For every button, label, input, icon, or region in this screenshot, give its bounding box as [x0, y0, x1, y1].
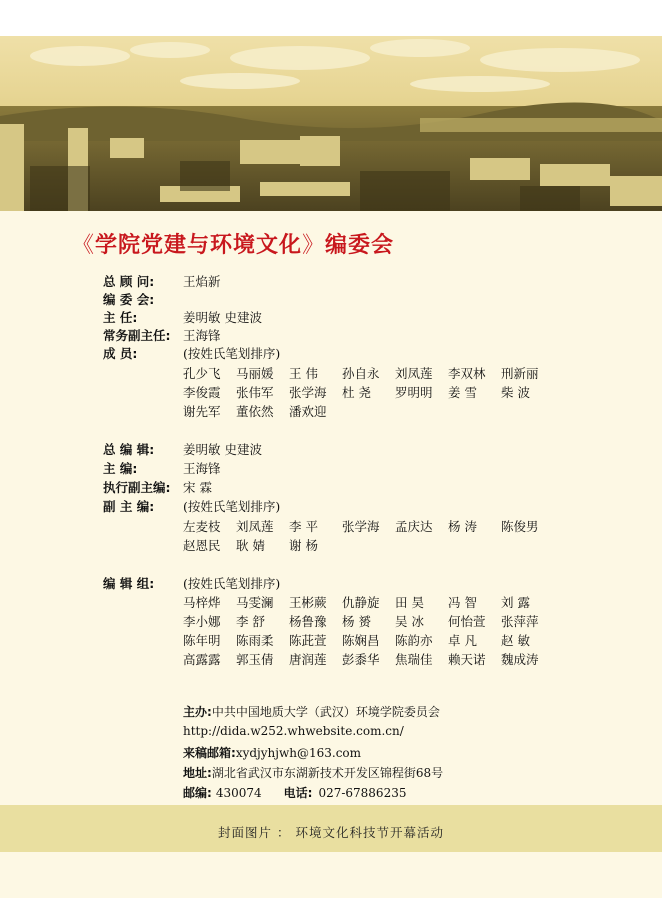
address-line	[183, 764, 443, 781]
member-name: 孙自永	[342, 366, 380, 381]
member-name: 李双林	[448, 366, 486, 381]
member-name: 张伟军	[236, 385, 274, 400]
row-label: 主 编:	[103, 461, 138, 476]
phone-value: 027-67886235	[318, 786, 407, 800]
row-label: 成 员:	[103, 346, 138, 361]
row-value: (按姓氏笔划排序)	[183, 576, 281, 591]
committee-title: 《学院党建与环境文化》编委会	[72, 233, 395, 258]
row-value: 王焰新	[183, 274, 221, 289]
member-name: 杨 涛	[448, 519, 477, 534]
member-name: 田 昊	[395, 595, 424, 610]
host-name: 中共中国地质大学（武汉）环境学院委员会	[211, 705, 440, 719]
row-label: 主 任:	[103, 310, 138, 325]
member-name: 陈雨柔	[236, 633, 274, 648]
member-name: 杨鲁豫	[289, 614, 327, 629]
member-name: 李 平	[289, 519, 318, 534]
member-name: 刘 露	[501, 595, 530, 610]
member-name: 李小娜	[183, 614, 221, 629]
postcode-value: 430074	[215, 786, 262, 800]
row-value: 姜明敏 史建波	[183, 310, 262, 325]
postcode-phone-line	[183, 784, 406, 801]
row-label: 副 主 编:	[103, 499, 155, 514]
row-value: 王海锋	[183, 328, 221, 343]
row-label: 执行副主编:	[103, 480, 171, 495]
cover-caption: 封面图片 ： 环境文化科技节开幕活动	[218, 825, 444, 840]
member-name: 马梓烨	[183, 595, 221, 610]
member-name: 马雯澜	[236, 595, 274, 610]
row-value: 宋 霖	[183, 480, 212, 495]
member-name: 陈年明	[183, 633, 221, 648]
member-name: 吴 冰	[395, 614, 424, 629]
top-margin	[0, 0, 662, 36]
member-name: 陈俊男	[501, 519, 539, 534]
member-name: 李俊霞	[183, 385, 221, 400]
member-name: 高露露	[183, 652, 221, 667]
member-name: 陈娴昌	[342, 633, 380, 648]
row-label: 编 委 会:	[103, 292, 155, 307]
member-name: 杨 赟	[342, 614, 371, 629]
address-label: 地址:	[183, 766, 212, 780]
bottom-margin	[0, 852, 662, 898]
member-name: 杜 尧	[342, 385, 371, 400]
member-name: 姜 雪	[448, 385, 477, 400]
member-name: 耿 婧	[236, 538, 265, 553]
row-value: 姜明敏 史建波	[183, 442, 262, 457]
email-link[interactable]: xydjyhjwh@163.com	[235, 746, 362, 760]
member-name: 冯 智	[448, 595, 477, 610]
member-name: 张学海	[289, 385, 327, 400]
row-value: 王海锋	[183, 461, 221, 476]
member-name: 谢 杨	[289, 538, 318, 553]
member-name: 谢先军	[183, 404, 221, 419]
address-value: 湖北省武汉市东湖新技术开发区锦程街68号	[211, 766, 444, 780]
member-name: 陈茈萱	[289, 633, 327, 648]
host-label: 主办:	[183, 705, 212, 719]
phone-label: 电话:	[283, 786, 313, 800]
row-label: 总 顾 问:	[103, 274, 155, 289]
row-value: (按姓氏笔划排序)	[183, 499, 281, 514]
member-name: 孔少飞	[183, 366, 221, 381]
member-name: 张学海	[342, 519, 380, 534]
member-name: 董依然	[236, 404, 274, 419]
member-name: 马丽媛	[236, 366, 274, 381]
city-panorama-image	[0, 36, 662, 211]
row-label: 编 辑 组:	[103, 576, 155, 591]
row-value: (按姓氏笔划排序)	[183, 346, 281, 361]
member-name: 李 舒	[236, 614, 265, 629]
host-line	[183, 703, 440, 720]
member-name: 魏成涛	[501, 652, 539, 667]
member-name: 王 伟	[289, 366, 318, 381]
member-name: 王彬蕨	[289, 595, 327, 610]
member-name: 陈韵亦	[395, 633, 433, 648]
member-name: 赵恩民	[183, 538, 221, 553]
postcode-label: 邮编:	[183, 786, 212, 800]
member-name: 刘凤莲	[395, 366, 433, 381]
member-name: 仇静旋	[342, 595, 380, 610]
member-name: 柴 波	[501, 385, 530, 400]
member-name: 焦瑞佳	[395, 652, 433, 667]
row-label: 总 编 辑:	[103, 442, 155, 457]
member-name: 潘欢迎	[289, 404, 327, 419]
email-label: 来稿邮箱:	[183, 746, 236, 760]
member-name: 刘凤莲	[236, 519, 274, 534]
member-name: 刑新丽	[501, 366, 539, 381]
member-name: 赖天诺	[448, 652, 486, 667]
member-name: 张萍萍	[501, 614, 539, 629]
member-name: 左麦枝	[183, 519, 221, 534]
member-name: 郭玉倩	[236, 652, 274, 667]
member-name: 彭黍华	[342, 652, 380, 667]
row-label: 常务副主任:	[103, 328, 171, 343]
member-name: 孟庆达	[395, 519, 433, 534]
member-name: 唐润莲	[289, 652, 327, 667]
member-name: 赵 敏	[501, 633, 530, 648]
member-name: 何怡萱	[448, 614, 486, 629]
email-line	[183, 744, 361, 761]
website-link[interactable]: http://dida.w252.whwebsite.com.cn/	[183, 724, 404, 738]
member-name: 罗明明	[395, 385, 433, 400]
member-name: 卓 凡	[448, 633, 477, 648]
